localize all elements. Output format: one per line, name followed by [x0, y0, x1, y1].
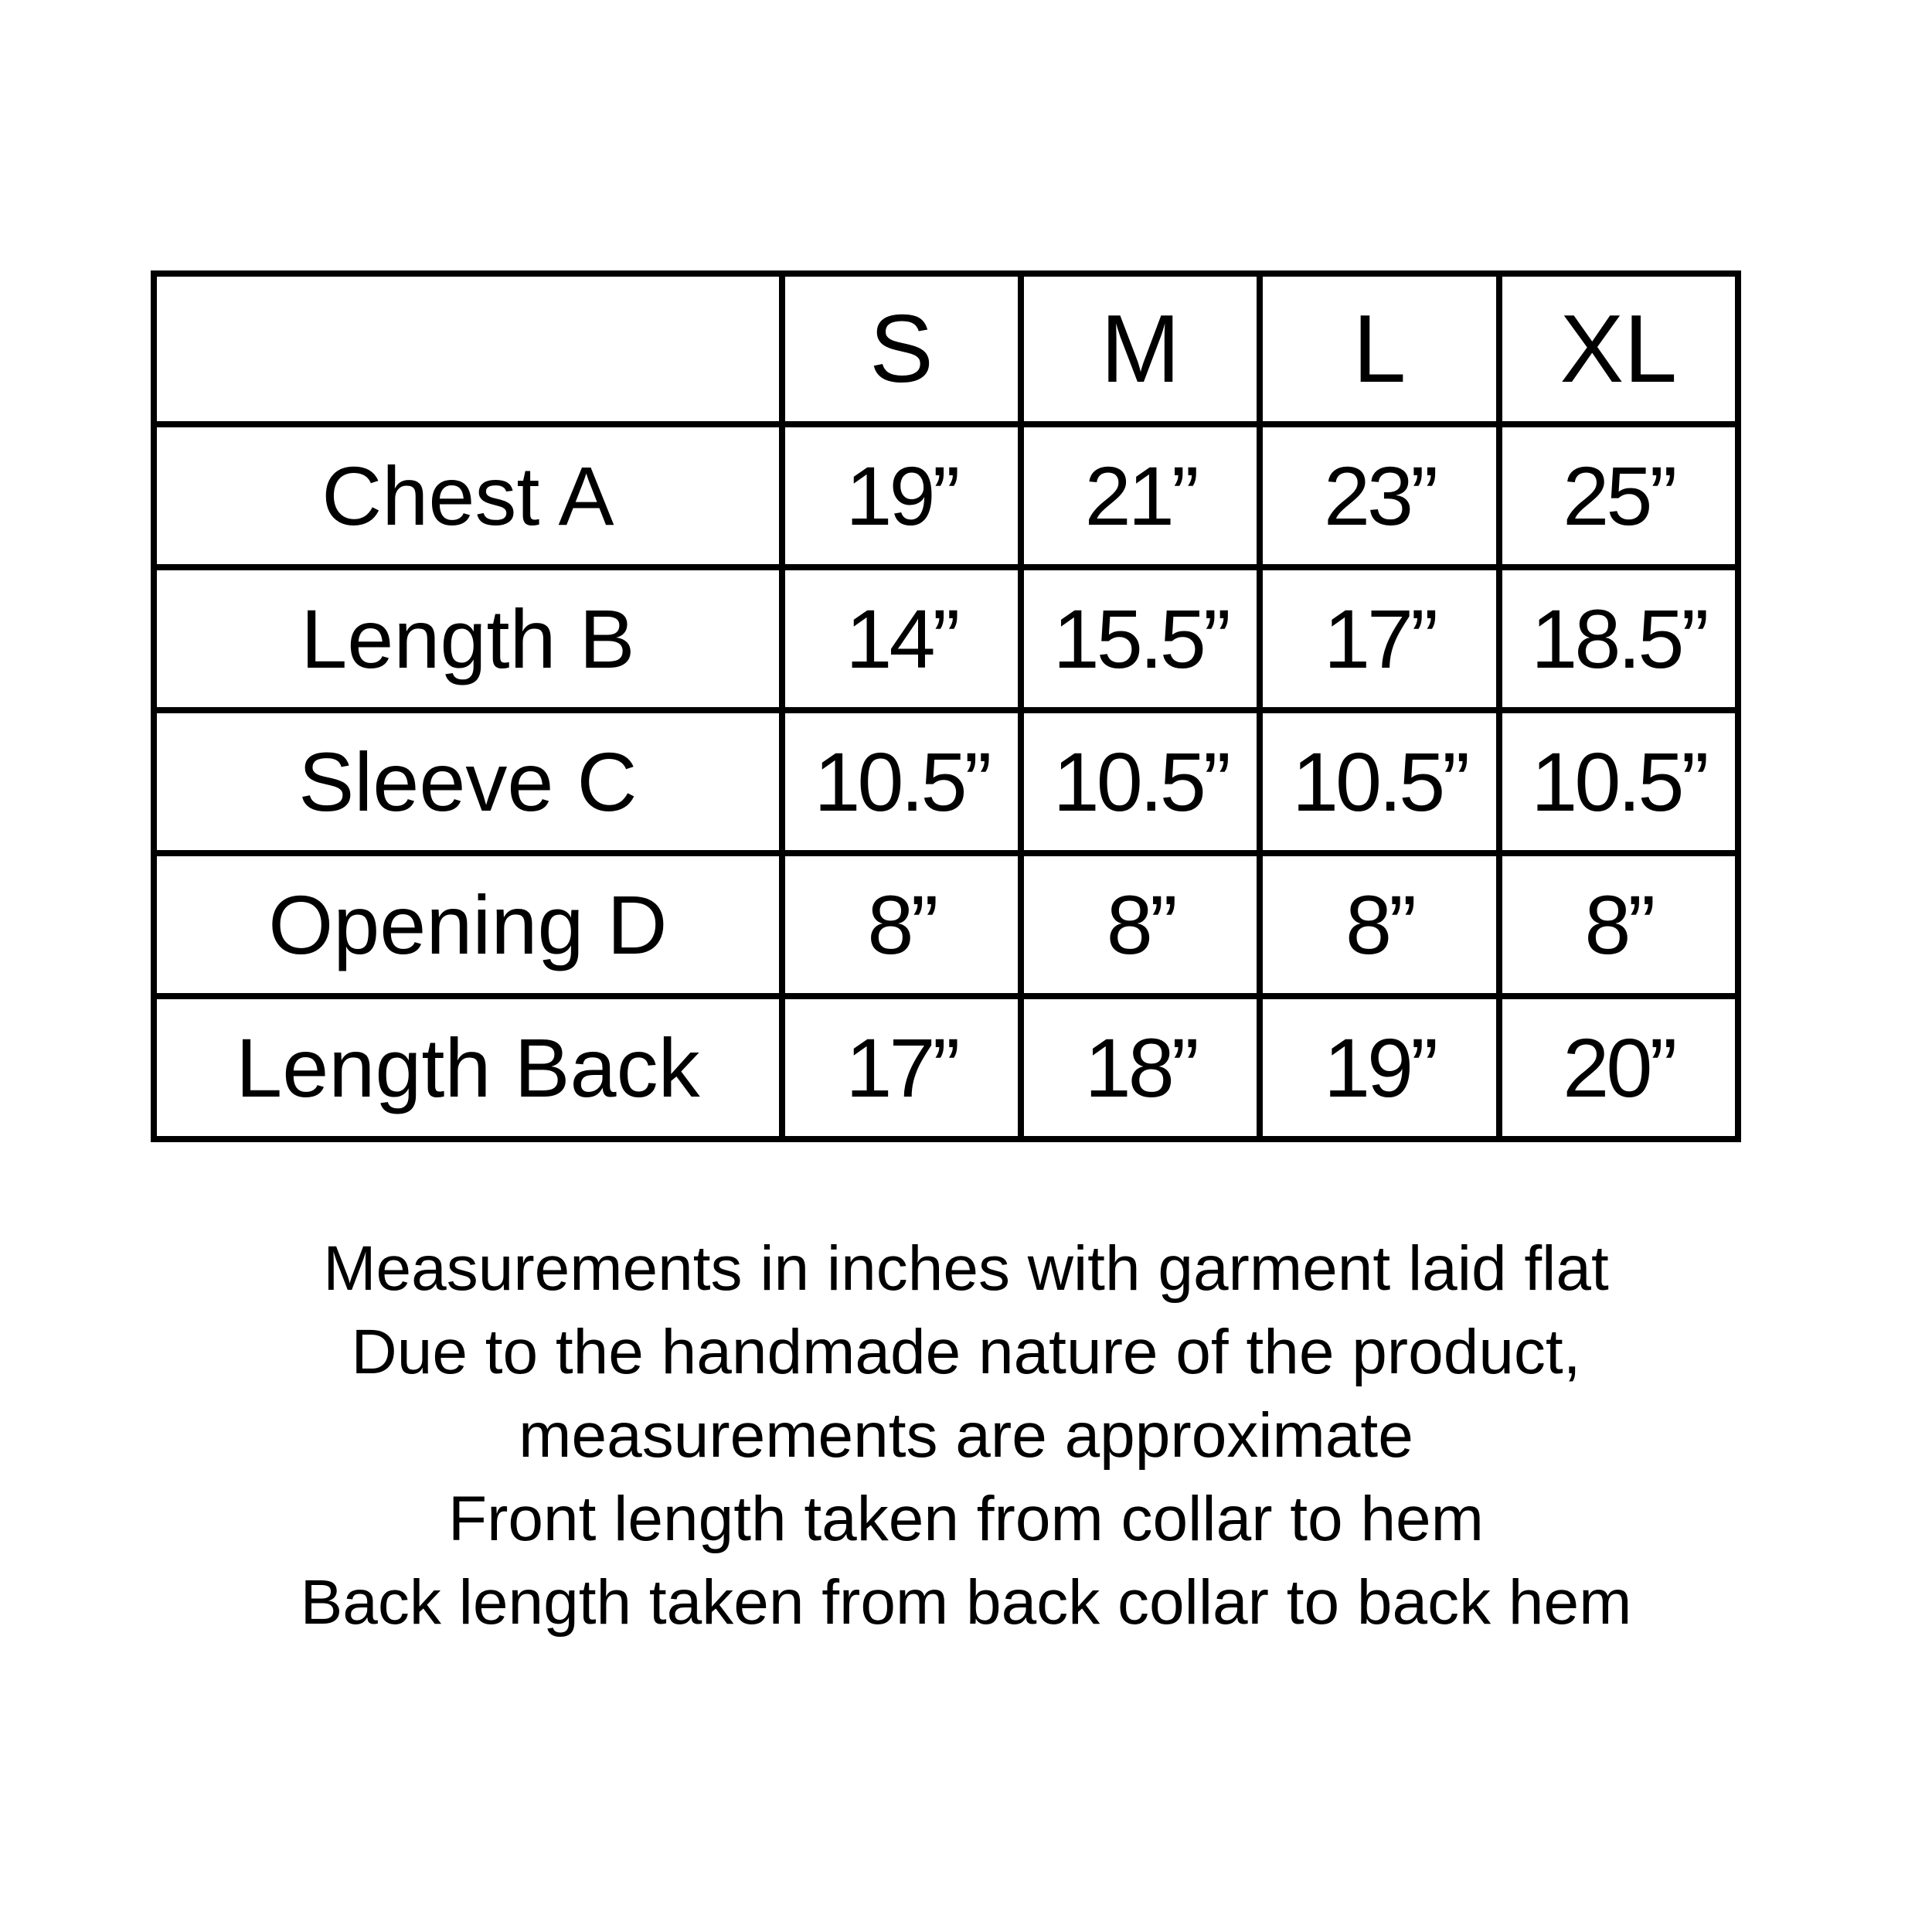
note-line: Front length taken from collar to hem — [448, 1484, 1484, 1554]
size-header-row — [154, 274, 1738, 424]
sleeve-value-m: 10.5” — [1021, 710, 1260, 853]
length-back-value-s: 17” — [782, 996, 1021, 1139]
note-line: measurements are approximate — [519, 1400, 1413, 1471]
size-heading-m: M — [1021, 274, 1260, 424]
chest-value-xl: 25” — [1499, 424, 1738, 567]
size-heading-s: S — [782, 274, 1021, 424]
chest-value-l: 23” — [1260, 424, 1498, 567]
length-value-l: 17” — [1260, 567, 1498, 710]
note-line: Back length taken from back collar to back hem — [300, 1567, 1632, 1638]
sleeve-value-s: 10.5” — [782, 710, 1021, 853]
table-row-chest — [154, 424, 1738, 567]
note-line: Measurements in inches with garment laid flat — [323, 1233, 1609, 1304]
size-chart-table — [151, 270, 1741, 1142]
row-label-length: Length B — [154, 567, 782, 710]
table-row-length — [154, 567, 1738, 710]
opening-value-m: 8” — [1021, 853, 1260, 996]
length-back-value-l: 19” — [1260, 996, 1498, 1139]
table-row-opening — [154, 853, 1738, 996]
sleeve-value-l: 10.5” — [1260, 710, 1498, 853]
size-heading-xl: XL — [1499, 274, 1738, 424]
corner-cell — [154, 274, 782, 424]
length-value-xl: 18.5” — [1499, 567, 1738, 710]
table-row-length-back — [154, 996, 1738, 1139]
length-value-s: 14” — [782, 567, 1021, 710]
chest-value-s: 19” — [782, 424, 1021, 567]
opening-value-s: 8” — [782, 853, 1021, 996]
row-label-length-back: Length Back — [154, 996, 782, 1139]
opening-value-xl: 8” — [1499, 853, 1738, 996]
measurement-notes — [0, 1227, 1932, 1645]
row-label-chest: Chest A — [154, 424, 782, 567]
sleeve-value-xl: 10.5” — [1499, 710, 1738, 853]
table-row-sleeve — [154, 710, 1738, 853]
row-label-sleeve: Sleeve C — [154, 710, 782, 853]
size-heading-l: L — [1260, 274, 1498, 424]
chest-value-m: 21” — [1021, 424, 1260, 567]
length-back-value-m: 18” — [1021, 996, 1260, 1139]
opening-value-l: 8” — [1260, 853, 1498, 996]
note-line: Due to the handmade nature of the product, — [351, 1317, 1581, 1387]
row-label-opening: Opening D — [154, 853, 782, 996]
length-back-value-xl: 20” — [1499, 996, 1738, 1139]
length-value-m: 15.5” — [1021, 567, 1260, 710]
